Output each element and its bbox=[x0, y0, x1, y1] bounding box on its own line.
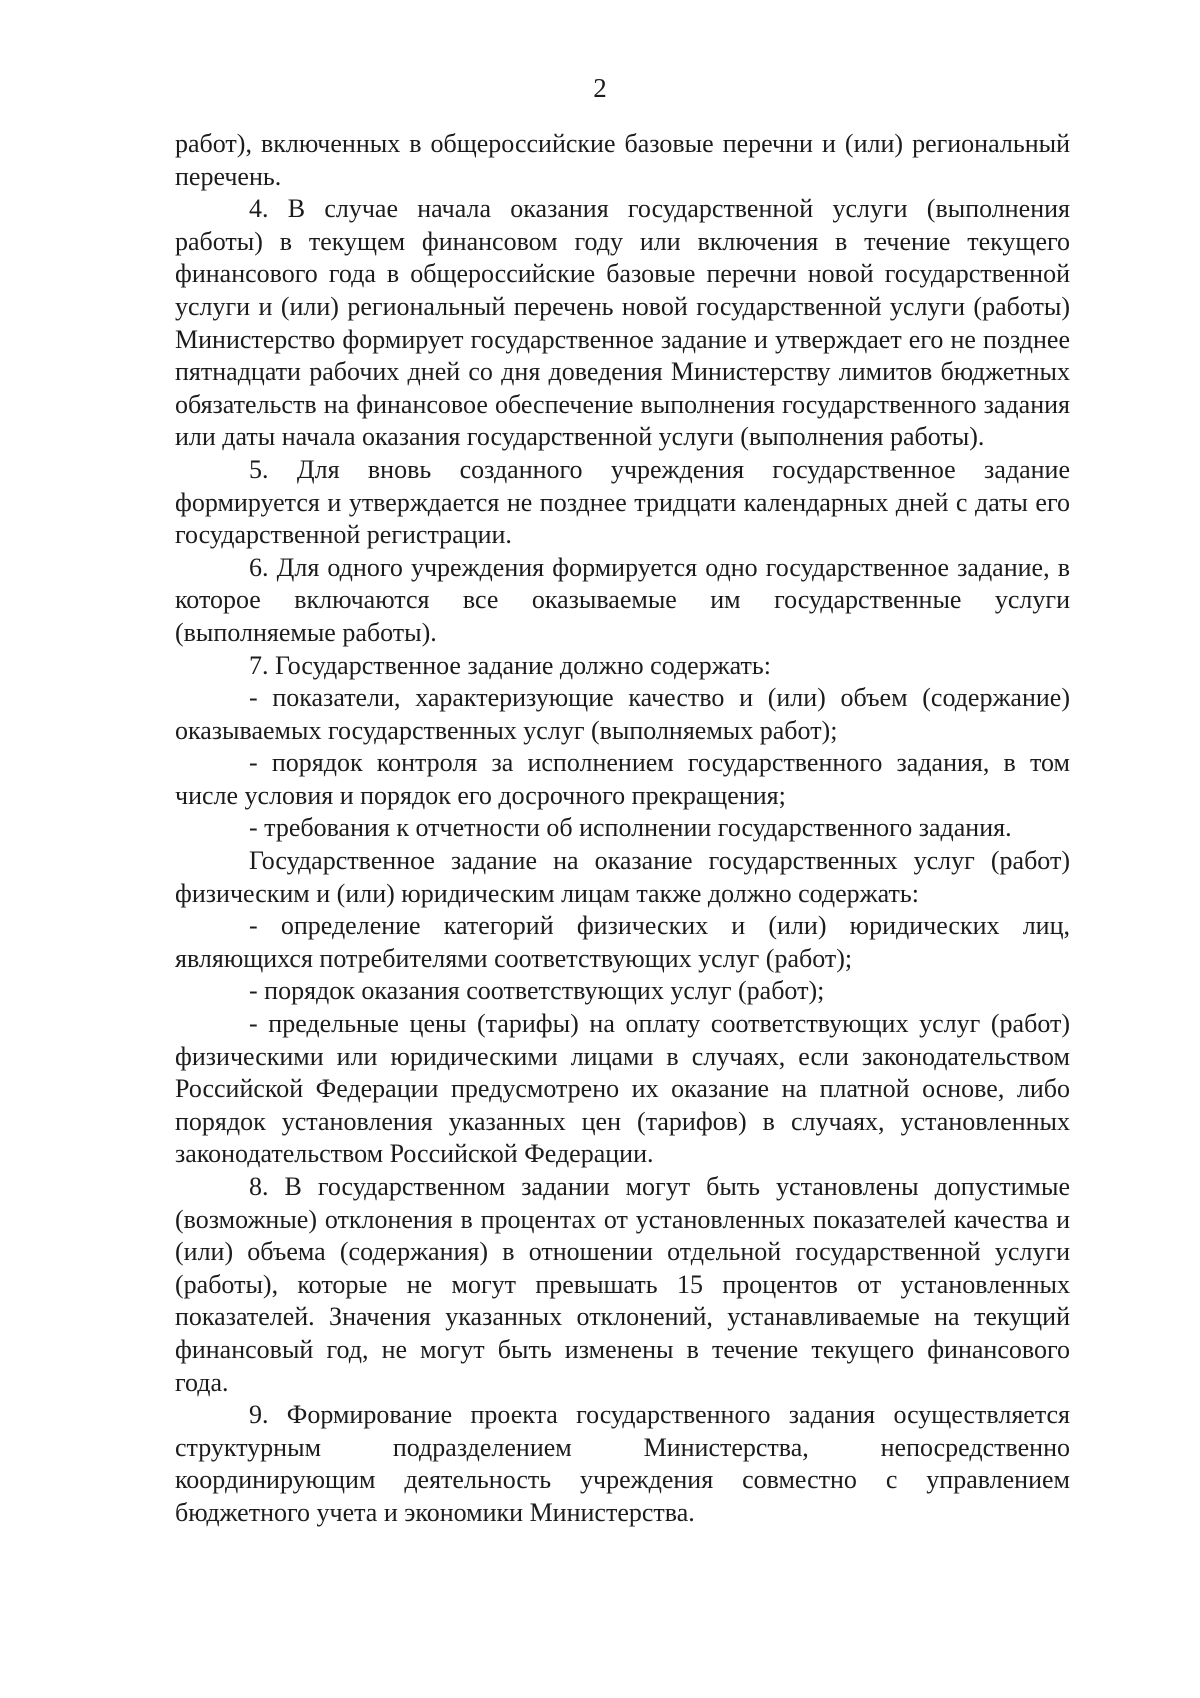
list-item-provision-procedure: - порядок оказания соответствующих услуг (работ); bbox=[249, 976, 825, 1006]
paragraph-item-8: 8. В государственном задании могут быть установлены допустимые (возможные) отклонения в процентах от установленных показателей качества и (или) объема (содержания) в отношении отдельной государственной услуги (работы), которые не могут превышать 15 процентов от установленных показателей. Значения указанных отклонений, устанавливаемые на текущий финансовый год, не могут быть изменены в течение текущего финансового года. bbox=[175, 1172, 1070, 1397]
paragraph-item-5: 5. Для вновь созданного учреждения государственное задание формируется и утверждается не позднее тридцати календарных дней с даты его государственной регистрации. bbox=[175, 454, 1070, 550]
list-item-reporting: - требования к отчетности об исполнении государственного задания. bbox=[249, 813, 1012, 843]
document-body bbox=[175, 128, 1070, 1530]
paragraph-services-requirements: Государственное задание на оказание государственных услуг (работ) физическим и (или) юридическим лицам также должно содержать: bbox=[175, 846, 1070, 908]
list-item-consumer-categories: - определение категорий физических и (или) юридических лиц, являющихся потребителями соответствующих услуг (работ); bbox=[175, 911, 1070, 973]
paragraph-item-6: 6. Для одного учреждения формируется одно государственное задание, в которое включаются все оказываемые им государственные услуги (выполняемые работы). bbox=[175, 552, 1070, 647]
paragraph-continuation: работ), включенных в общероссийские базовые перечни и (или) региональный перечень. bbox=[175, 129, 1070, 191]
paragraph-item-4: 4. В случае начала оказания государственной услуги (выполнения работы) в текущем финансовом году или включения в течение текущего финансового года в общероссийские базовые перечни новой государственной услуги и (или) региональный перечень новой государственной услуги (работы) Министерство формирует государственное задание и утверждает его не позднее пятнадцати рабочих дней со дня доведения Министерству лимитов бюджетных обязательств на финансовое обеспечение выполнения государственного задания или даты начала оказания государственной услуги (выполнения работы). bbox=[175, 194, 1070, 452]
list-item-control-procedure: - порядок контроля за исполнением государственного задания, в том числе условия и порядок его досрочного прекращения; bbox=[175, 748, 1070, 810]
page-number: 2 bbox=[593, 73, 607, 103]
list-item-price-limits: - предельные цены (тарифы) на оплату соответствующих услуг (работ) физическими или юридическими лицами в случаях, если законодательством Российской Федерации предусмотрено их оказание на платной основе, либо порядок установления указанных цен (тарифов) в случаях, установленных законодательством Российской Федерации. bbox=[175, 1009, 1070, 1169]
paragraph-item-7: 7. Государственное задание должно содержать: bbox=[249, 650, 771, 680]
list-item-indicators: - показатели, характеризующие качество и (или) объем (содержание) оказываемых государственных услуг (выполняемых работ); bbox=[175, 683, 1070, 745]
paragraph-item-9: 9. Формирование проекта государственного задания осуществляется структурным подразделением Министерства, непосредственно координирующим деятельность учреждения совместно с управлением бюджетного учета и экономики Министерства. bbox=[175, 1400, 1070, 1527]
